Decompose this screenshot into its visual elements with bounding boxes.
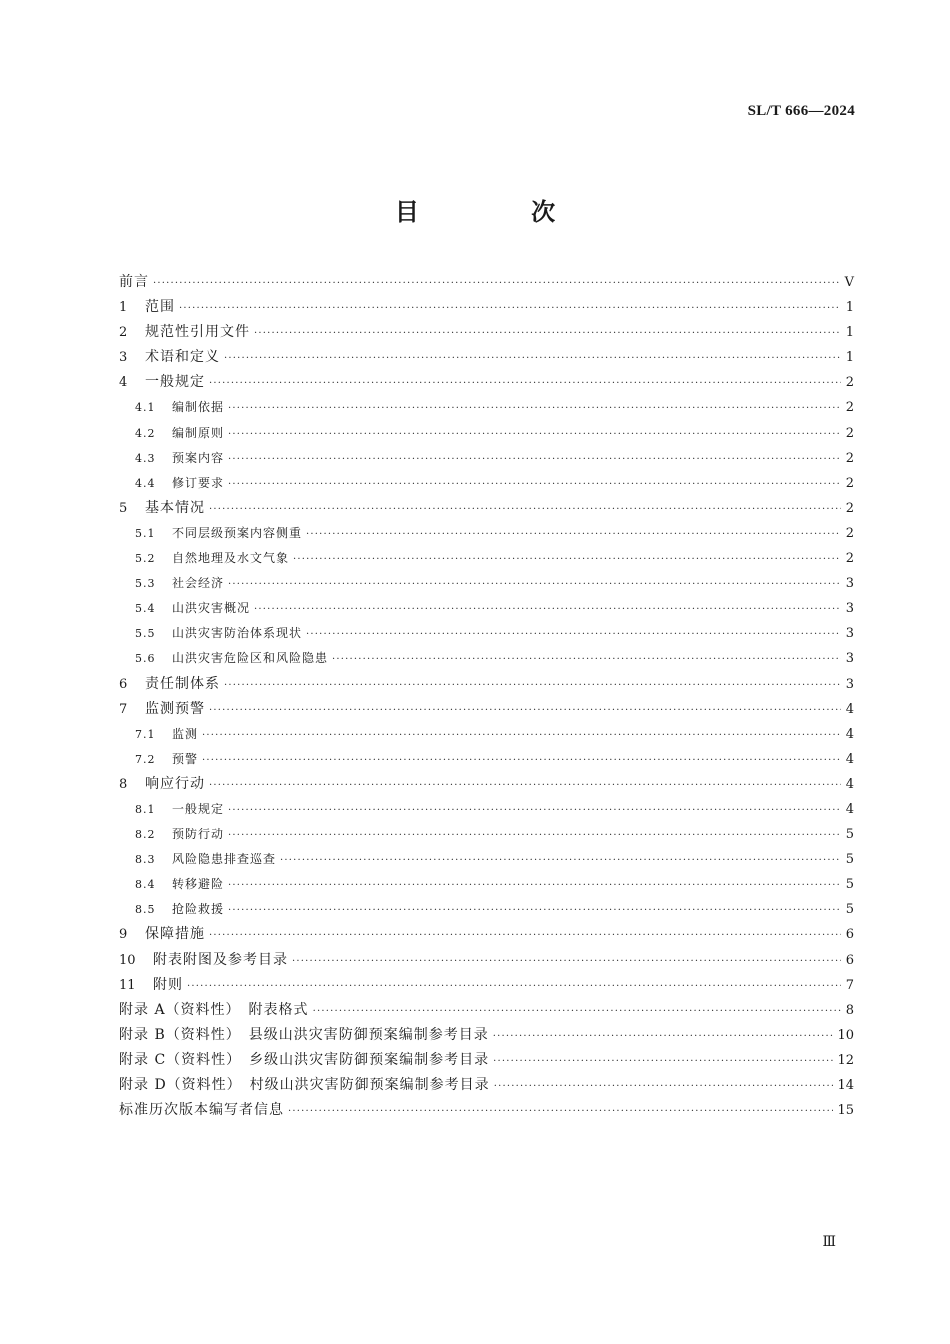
toc-dot-leader — [293, 547, 841, 572]
toc-entry-label: 自然地理及水文气象 — [172, 551, 290, 566]
toc-entry-page: 8 — [845, 1002, 854, 1018]
toc-entry-label: 附则 — [153, 976, 183, 993]
toc-entry[interactable] — [119, 697, 854, 722]
toc-entry-label: 附录 A（资料性） 附表格式 — [119, 1001, 309, 1018]
toc-dot-leader — [209, 497, 841, 522]
toc-entry-label: 社会经济 — [172, 576, 225, 591]
toc-entry-page: 6 — [845, 927, 854, 943]
toc-entry-label: 附录 D（资料性） 村级山洪灾害防御预案编制参考目录 — [119, 1077, 490, 1093]
toc-entry-number: 3 — [119, 350, 128, 366]
toc-entry-label: 一般规定 — [145, 374, 205, 391]
toc-entry-page: 4 — [845, 801, 854, 817]
toc-entry-label: 响应行动 — [145, 775, 205, 792]
toc-entry-number: 8 — [119, 776, 128, 792]
toc-dot-leader — [280, 848, 841, 873]
toc-dot-leader — [288, 1099, 833, 1124]
toc-dot-leader — [494, 1074, 834, 1099]
toc-entry-page: 2 — [845, 400, 854, 416]
toc-dot-leader — [224, 346, 841, 371]
toc-entry[interactable] — [119, 446, 854, 471]
toc-entry-number: 4.1 — [135, 401, 156, 415]
toc-dot-leader — [228, 472, 841, 497]
toc-entry[interactable] — [119, 421, 854, 446]
toc-entry[interactable] — [119, 270, 854, 295]
toc-entry[interactable] — [119, 872, 854, 897]
toc-dot-leader — [209, 371, 841, 396]
toc-entry-label: 不同层级预案内容侧重 — [172, 525, 303, 540]
toc-entry-label: 标准历次版本编写者信息 — [119, 1102, 284, 1119]
toc-dot-leader — [254, 321, 841, 346]
toc-dot-leader — [228, 823, 841, 848]
toc-dot-leader — [228, 396, 841, 421]
toc-entry-number: 8.5 — [135, 903, 156, 917]
toc-entry-number: 5.1 — [135, 526, 156, 540]
toc-entry-label: 监测预警 — [145, 700, 205, 717]
toc-dot-leader — [332, 647, 841, 672]
toc-entry[interactable] — [119, 596, 854, 621]
toc-entry[interactable] — [119, 948, 854, 973]
toc-dot-leader — [306, 522, 841, 547]
toc-entry-number: 8.4 — [135, 878, 156, 892]
toc-entry-page: 12 — [837, 1052, 854, 1068]
toc-entry[interactable] — [119, 672, 854, 697]
toc-entry-page: 3 — [845, 576, 854, 592]
page-number: Ⅲ — [822, 1234, 836, 1250]
standard-code: SL/T 666—2024 — [747, 103, 855, 119]
toc-dot-leader — [179, 296, 841, 321]
toc-entry-number: 7.1 — [135, 727, 156, 741]
toc-entry-number: 1 — [119, 300, 128, 316]
toc-entry-label: 山洪灾害危险区和风险隐患 — [172, 651, 329, 666]
toc-entry-label: 监测 — [172, 726, 199, 741]
toc-entry-number: 7.2 — [135, 752, 156, 766]
toc-entry[interactable] — [119, 797, 854, 822]
toc-entry[interactable] — [119, 998, 854, 1023]
toc-entry-number: 8.3 — [135, 853, 156, 867]
toc-entry-number: 4.2 — [135, 426, 156, 440]
toc-entry-number: 8.1 — [135, 802, 156, 816]
toc-dot-leader — [493, 1024, 834, 1049]
toc-entry-label: 编制依据 — [172, 400, 225, 415]
toc-dot-leader — [228, 798, 841, 823]
toc-entry-number: 7 — [119, 701, 128, 717]
toc-entry-label: 前言 — [119, 274, 149, 290]
toc-entry-label: 附录 B（资料性） 县级山洪灾害防御预案编制参考目录 — [119, 1026, 489, 1043]
toc-entry-page: 4 — [845, 751, 854, 767]
toc-entry[interactable] — [119, 847, 854, 872]
table-of-contents — [119, 270, 854, 1123]
toc-entry-page: 6 — [845, 952, 854, 968]
toc-entry-label: 预案内容 — [172, 450, 225, 465]
toc-entry-number: 4 — [119, 375, 128, 391]
toc-entry-label: 附录 C（资料性） 乡级山洪灾害防御预案编制参考目录 — [119, 1051, 490, 1068]
toc-entry-label: 术语和定义 — [145, 349, 220, 366]
toc-dot-leader — [209, 773, 841, 798]
toc-entry-page: 1 — [845, 325, 854, 341]
toc-entry-label: 范围 — [145, 299, 175, 316]
toc-entry[interactable] — [119, 496, 854, 521]
toc-entry-label: 规范性引用文件 — [145, 324, 250, 341]
toc-entry[interactable] — [119, 621, 854, 646]
toc-entry-number: 5.4 — [135, 602, 156, 616]
toc-dot-leader — [228, 447, 841, 472]
toc-dot-leader — [228, 898, 841, 923]
toc-entry-label: 山洪灾害防治体系现状 — [172, 626, 303, 641]
toc-entry-page: V — [844, 275, 854, 290]
toc-dot-leader — [228, 422, 841, 447]
toc-entry-page: 3 — [845, 626, 854, 642]
toc-entry-page: 1 — [845, 350, 854, 366]
toc-entry-label: 转移避险 — [172, 877, 225, 892]
toc-entry-label: 预防行动 — [172, 827, 225, 842]
toc-entry[interactable] — [119, 1023, 854, 1048]
toc-entry-label: 一般规定 — [172, 801, 225, 816]
toc-dot-leader — [254, 597, 841, 622]
toc-entry[interactable] — [119, 722, 854, 747]
toc-title: 目 次 — [394, 198, 608, 226]
toc-entry-number: 5.6 — [135, 652, 156, 666]
toc-entry-number: 6 — [119, 676, 128, 692]
toc-entry[interactable] — [119, 571, 854, 596]
toc-entry[interactable] — [119, 395, 854, 420]
toc-entry-page: 2 — [845, 500, 854, 516]
toc-entry[interactable] — [119, 1073, 854, 1098]
toc-entry-label: 责任制体系 — [145, 675, 220, 692]
toc-entry-page: 1 — [845, 300, 854, 316]
toc-entry-label: 风险隐患排查巡查 — [172, 852, 277, 867]
toc-dot-leader — [228, 572, 841, 597]
toc-entry-page: 5 — [845, 852, 854, 868]
toc-entry-page: 3 — [845, 676, 854, 692]
toc-entry-page: 5 — [845, 902, 854, 918]
toc-entry-page: 15 — [837, 1103, 854, 1119]
toc-entry[interactable] — [119, 345, 854, 370]
toc-dot-leader — [313, 999, 841, 1024]
toc-entry-page: 3 — [845, 651, 854, 667]
toc-dot-leader — [209, 923, 841, 948]
toc-entry-page: 4 — [845, 776, 854, 792]
toc-entry-label: 修订要求 — [172, 475, 225, 490]
toc-entry-label: 编制原则 — [172, 425, 225, 440]
toc-entry-page: 10 — [837, 1027, 854, 1043]
toc-entry-page: 2 — [845, 375, 854, 391]
toc-entry-number: 5 — [119, 500, 128, 516]
toc-entry-label: 山洪灾害概况 — [172, 601, 251, 616]
toc-entry-page: 2 — [845, 475, 854, 491]
toc-entry[interactable] — [119, 822, 854, 847]
toc-entry-page: 4 — [845, 726, 854, 742]
toc-entry-page: 14 — [837, 1078, 854, 1093]
toc-entry-page: 5 — [845, 877, 854, 893]
toc-entry-number: 4.3 — [135, 451, 156, 465]
toc-entry-number: 2 — [119, 325, 128, 341]
toc-dot-leader — [187, 974, 841, 999]
toc-dot-leader — [202, 723, 841, 748]
toc-entry[interactable] — [119, 973, 854, 998]
toc-entry[interactable] — [119, 521, 854, 546]
toc-entry-number: 8.2 — [135, 828, 156, 842]
toc-entry-number: 9 — [119, 927, 128, 943]
toc-entry-label: 抢险救援 — [172, 902, 225, 917]
toc-entry-page: 5 — [845, 827, 854, 843]
toc-entry-page: 2 — [845, 525, 854, 541]
toc-entry[interactable] — [119, 471, 854, 496]
toc-entry[interactable] — [119, 370, 854, 395]
toc-entry[interactable] — [119, 747, 854, 772]
toc-entry-page: 7 — [845, 977, 854, 993]
toc-dot-leader — [493, 1049, 833, 1074]
toc-entry[interactable] — [119, 1048, 854, 1073]
toc-entry[interactable] — [119, 922, 854, 947]
toc-entry-number: 5.3 — [135, 577, 156, 591]
toc-entry[interactable] — [119, 546, 854, 571]
toc-entry[interactable] — [119, 772, 854, 797]
toc-entry-page: 3 — [845, 601, 854, 617]
toc-dot-leader — [228, 873, 841, 898]
toc-entry-label: 预警 — [172, 751, 199, 766]
toc-entry-page: 4 — [845, 701, 854, 717]
toc-entry[interactable] — [119, 646, 854, 671]
toc-entry[interactable] — [119, 897, 854, 922]
toc-entry-label: 附表附图及参考目录 — [153, 951, 288, 968]
toc-entry[interactable] — [119, 295, 854, 320]
toc-entry-number: 5.2 — [135, 552, 156, 566]
toc-entry-number: 10 — [119, 952, 136, 968]
toc-entry-number: 4.4 — [135, 476, 156, 490]
toc-dot-leader — [224, 673, 841, 698]
toc-dot-leader — [153, 271, 841, 296]
toc-entry-label: 基本情况 — [145, 499, 205, 516]
toc-entry-page: 2 — [845, 551, 854, 567]
toc-dot-leader — [306, 622, 841, 647]
toc-entry-label: 保障措施 — [145, 926, 205, 943]
toc-entry-page: 2 — [845, 450, 854, 466]
toc-entry-page: 2 — [845, 425, 854, 441]
toc-entry-number: 5.5 — [135, 627, 156, 641]
toc-entry[interactable] — [119, 1098, 854, 1123]
toc-dot-leader — [202, 748, 841, 773]
toc-dot-leader — [209, 698, 841, 723]
toc-dot-leader — [292, 949, 841, 974]
toc-entry-number: 11 — [119, 977, 136, 993]
toc-entry[interactable] — [119, 320, 854, 345]
